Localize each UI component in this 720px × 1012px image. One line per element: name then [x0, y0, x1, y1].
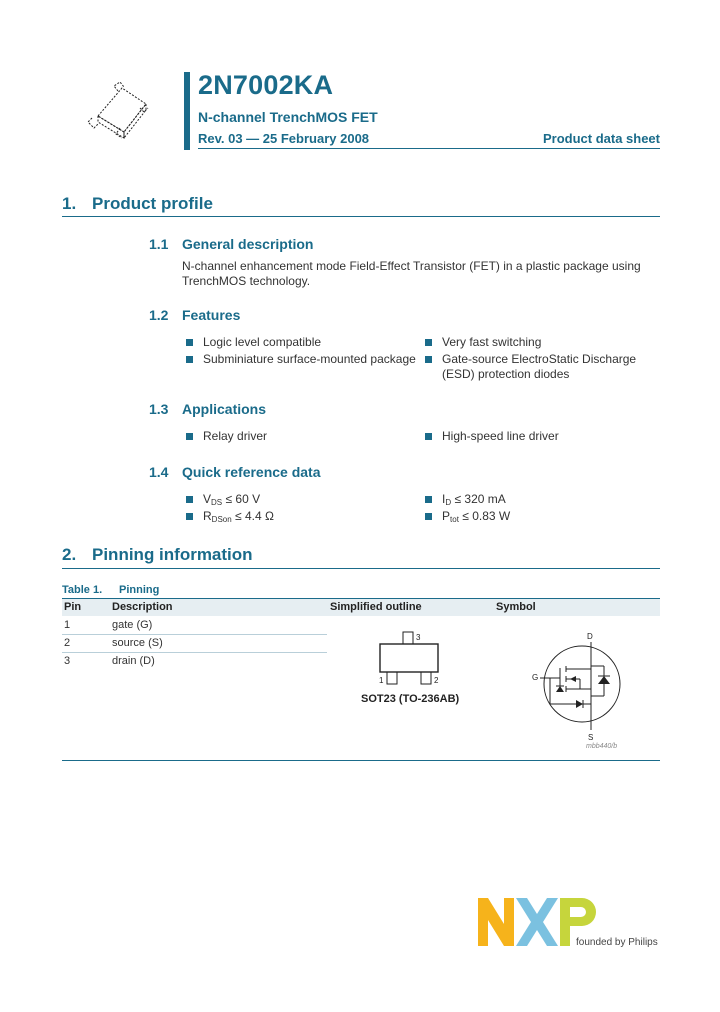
- sot23-outline-drawing: [370, 628, 450, 688]
- bullet-icon: [425, 339, 432, 346]
- section-number: 2.: [62, 545, 77, 564]
- revision-date: Rev. 03 — 25 February 2008: [198, 131, 370, 146]
- subsection-title: Quick reference data: [182, 464, 321, 480]
- table-label: Table 1.: [62, 584, 103, 596]
- table-cell-description: source (S): [112, 637, 163, 649]
- table-bottom-rule: [62, 760, 660, 761]
- bullet-icon: [425, 433, 432, 440]
- subsection-general-description: [149, 236, 313, 252]
- table-cell-pin: 3: [64, 655, 71, 667]
- section-number: 1.: [62, 194, 77, 213]
- symbol-source-label: S: [588, 733, 594, 742]
- bullet-icon: [186, 339, 193, 346]
- symbol-drain-label: D: [587, 632, 593, 641]
- column-header-description: Description: [112, 601, 173, 613]
- subsection-title: General description: [182, 236, 314, 252]
- table-cell-description: drain (D): [112, 655, 155, 667]
- outline-pin-label: 3: [416, 633, 421, 642]
- column-header-pin: Pin: [64, 601, 82, 613]
- section-title: Pinning information: [92, 545, 253, 564]
- table-row-divider: [62, 652, 327, 653]
- description-line: TrenchMOS technology.: [182, 274, 311, 288]
- product-subtitle: N-channel TrenchMOS FET: [198, 109, 378, 125]
- feature-item: Logic level compatible: [203, 335, 322, 349]
- subsection-title: Applications: [182, 401, 267, 417]
- symbol-code: mbb440/b: [586, 743, 618, 750]
- feature-item-continued: (ESD) protection diodes: [442, 367, 570, 381]
- bullet-icon: [425, 356, 432, 363]
- document-type: Product data sheet: [542, 131, 660, 146]
- section-title: Product profile: [92, 194, 213, 213]
- application-item: Relay driver: [203, 429, 268, 443]
- column-header-outline: Simplified outline: [330, 601, 422, 613]
- feature-item: Gate-source ElectroStatic Discharge: [442, 352, 637, 366]
- bullet-icon: [186, 496, 193, 503]
- section-product-profile: [62, 194, 213, 214]
- symbol-gate-label: G: [532, 673, 539, 682]
- feature-item: Very fast switching: [442, 335, 542, 349]
- subsection-number: 1.2: [149, 307, 169, 323]
- feature-item: Subminiature surface-mounted package: [203, 352, 416, 366]
- section-divider: [62, 216, 660, 217]
- bullet-icon: [186, 433, 193, 440]
- bullet-icon: [425, 513, 432, 520]
- package-icon: [84, 78, 158, 140]
- table-title: Pinning: [119, 584, 160, 596]
- table-cell-pin: 1: [64, 619, 71, 631]
- mosfet-symbol-drawing: [526, 628, 626, 744]
- subsection-applications: [149, 401, 266, 417]
- table-caption: [62, 584, 159, 596]
- bullet-icon: [186, 356, 193, 363]
- bullet-icon: [425, 496, 432, 503]
- outline-pin-label: 2: [434, 676, 439, 685]
- subsection-quick-reference: [149, 464, 321, 480]
- outline-caption: SOT23 (TO-236AB): [361, 693, 460, 705]
- application-item: High-speed line driver: [442, 429, 559, 443]
- product-title: 2N7002KA: [198, 70, 334, 100]
- quickref-ptot: $P_{tot} \le 0.83$ W: [442, 509, 511, 524]
- bullet-icon: [186, 513, 193, 520]
- quickref-id: $I_D \le 320$ mA: [442, 492, 506, 507]
- subsection-title: Features: [182, 307, 241, 323]
- subsection-number: 1.1: [149, 236, 169, 252]
- outline-pin-label: 1: [379, 676, 384, 685]
- table-cell-description: gate (G): [112, 619, 153, 631]
- general-description-text: [182, 259, 641, 289]
- logo-tagline: founded by Philips: [576, 937, 658, 948]
- subsection-number: 1.4: [149, 464, 169, 480]
- header-accent-bar: [184, 72, 190, 150]
- section-pinning-information: [62, 545, 253, 565]
- quickref-rdson: $R_{DSon} \le 4.4$ Ω: [203, 509, 274, 524]
- description-line: N-channel enhancement mode Field-Effect Transistor (FET) in a plastic package using: [182, 259, 641, 273]
- section-divider: [62, 568, 660, 569]
- table-row-divider: [62, 634, 327, 635]
- quickref-vds: $V_{DS} \le 60$ V: [203, 492, 261, 507]
- column-header-symbol: Symbol: [496, 601, 536, 613]
- subsection-features: [149, 307, 240, 323]
- subsection-number: 1.3: [149, 401, 169, 417]
- header-divider: [198, 148, 660, 149]
- table-cell-pin: 2: [64, 637, 71, 649]
